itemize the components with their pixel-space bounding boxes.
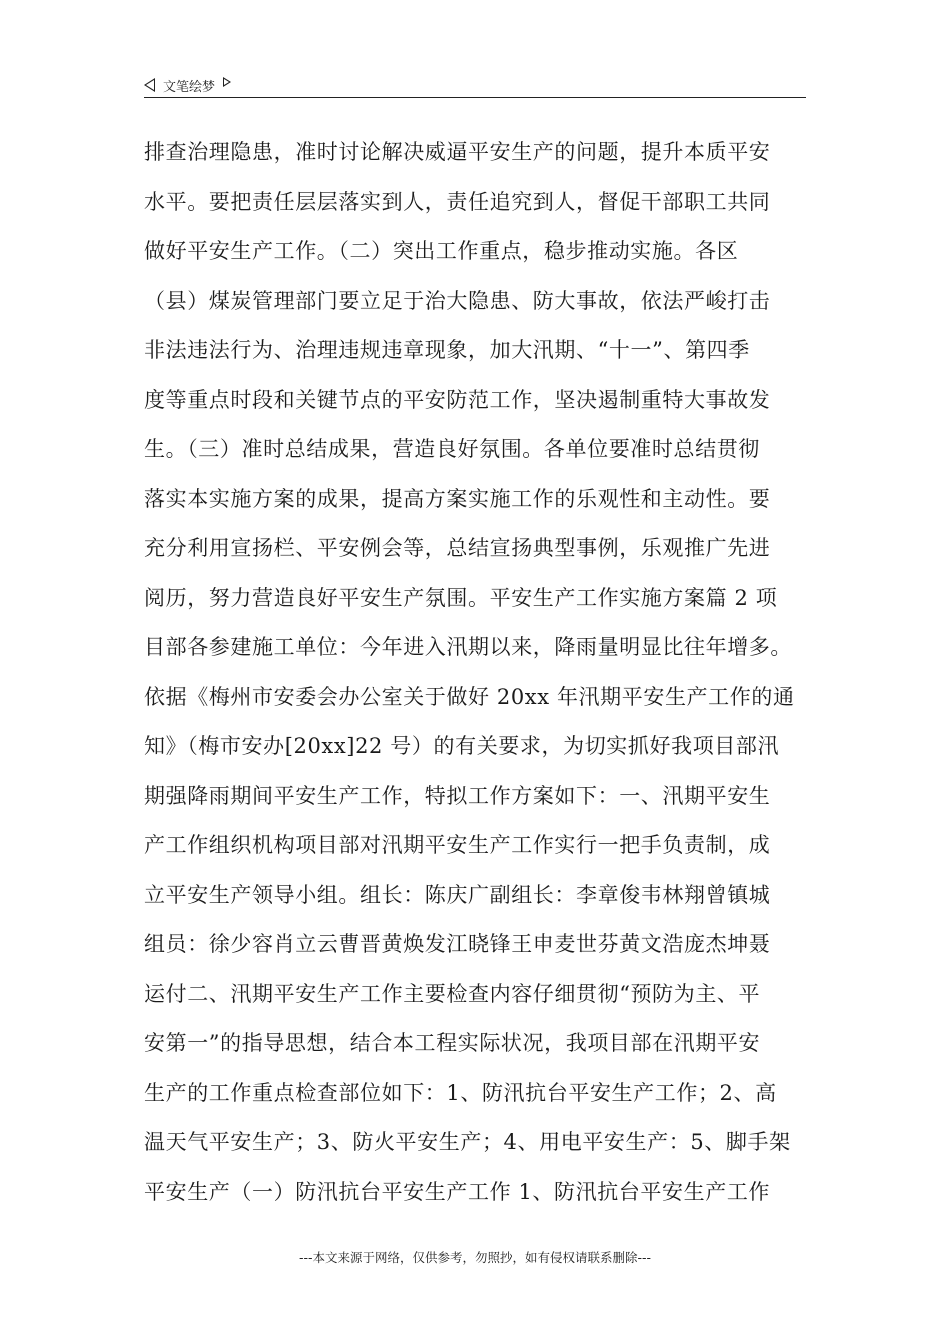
body-line: 生。（三）准时总结成果，营造良好氛围。各单位要准时总结贯彻 — [144, 437, 760, 461]
body-line: 知》（梅市安办[20xx]22 号）的有关要求，为切实抓好我项目部汛 — [144, 734, 780, 758]
body-line: 阅历，努力营造良好平安生产氛围。平安生产工作实施方案篇 2 项 — [144, 585, 778, 610]
body-line: 非法违法行为、治理违规违章现象，加大汛期、“十一”、第四季 — [144, 338, 750, 362]
body-line: 依据《梅州市安委会办公室关于做好 20xx 年汛期平安生产工作的通 — [144, 684, 795, 709]
document-body — [144, 128, 834, 1217]
body-line: 产工作组织机构项目部对汛期平安生产工作实行一把手负责制，成 — [144, 833, 771, 857]
body-line: 度等重点时段和关键节点的平安防范工作，坚决遏制重特大事故发 — [144, 387, 771, 412]
body-line: 温天气平安生产；3、防火平安生产；4、用电平安生产：5、脚手架 — [144, 1130, 791, 1154]
body-line: 期强降雨期间平安生产工作，特拟工作方案如下：一、汛期平安生 — [144, 783, 771, 808]
body-line: 安第一”的指导思想，结合本工程实际状况，我项目部在汛期平安 — [144, 1031, 761, 1055]
body-line: 排查治理隐患，准时讨论解决威逼平安生产的问题，提升本质平安 — [144, 140, 771, 164]
body-line: 目部各参建施工单位：今年进入汛期以来，降雨量明显比往年增多。 — [144, 635, 792, 659]
header-title: 文笔绘梦 — [163, 79, 216, 95]
body-line: 水平。要把责任层层落实到人，责任追究到人，督促干部职工共同 — [144, 189, 771, 214]
footer-notice: ---本文来源于网络，仅供参考，勿照抄，如有侵权请联系删除--- — [298, 1250, 652, 1265]
body-line: 平安生产（一）防汛抗台平安生产工作 1、防汛抗台平安生产工作 — [144, 1179, 771, 1204]
body-line: 生产的工作重点检查部位如下：1、防汛抗台平安生产工作；2、高 — [144, 1080, 777, 1105]
triangle-left-icon — [144, 78, 155, 92]
body-line: 运付二、汛期平安生产工作主要检查内容仔细贯彻“预防为主、平 — [144, 981, 761, 1006]
body-line: 落实本实施方案的成果，提高方案实施工作的乐观性和主动性。要 — [144, 486, 771, 511]
page-header — [144, 74, 806, 96]
triangle-right-icon — [223, 77, 231, 87]
body-line: （县）煤炭管理部门要立足于治大隐患、防大事故，依法严峻打击 — [144, 288, 771, 313]
body-line: 立平安生产领导小组。组长：陈庆广副组长：李章俊韦林翔曾镇城 — [144, 882, 771, 907]
body-line: 做好平安生产工作。（二）突出工作重点，稳步推动实施。各区 — [144, 239, 739, 263]
body-line: 充分利用宣扬栏、平安例会等，总结宣扬典型事例，乐观推广先进 — [144, 536, 771, 560]
body-line: 组员：徐少容肖立云曹晋黄焕发江晓锋王申麦世芬黄文浩庞杰坤聂 — [144, 932, 771, 956]
header-rule — [144, 97, 806, 98]
